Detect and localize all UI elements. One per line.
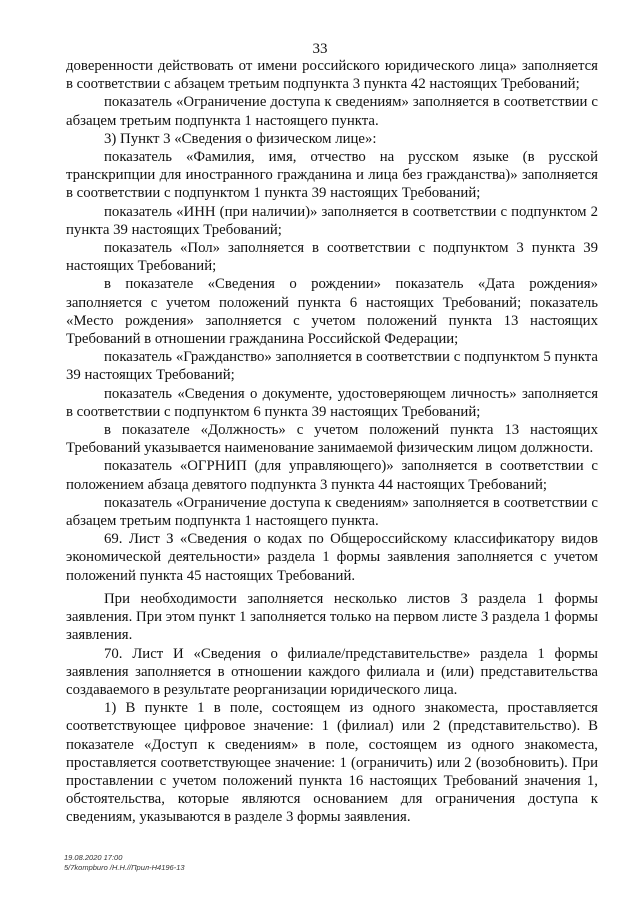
- document-body: [66, 57, 598, 827]
- paragraph: показатель «Ограничение доступа к сведениям» заполняется в соответствии с абзацем третьим подпункта 1 настоящего пункта.: [66, 94, 598, 129]
- document-footer: [64, 853, 185, 873]
- paragraph: в показателе «Сведения о рождении» показатель «Дата рождения» заполняется с учетом положений пункта 6 настоящих Требований; показатель «Место рождения» заполняется с учетом положений пункта 13 настоящих Требований в отношении гражданина Российской Федерации;: [66, 276, 598, 348]
- paragraph: показатель «Сведения о документе, удостоверяющем личность» заполняется в соответствии с подпунктом 6 пункта 39 настоящих Требований;: [66, 385, 598, 420]
- paragraph: 70. Лист И «Сведения о филиале/представительстве» раздела 1 формы заявления заполняется в отношении каждого филиала и (или) представительства создаваемого в результате реорганизации юридического лица.: [66, 645, 598, 698]
- paragraph: 69. Лист З «Сведения о кодах по Общероссийскому классификатору видов экономической деятельности» раздела 1 формы заявления заполняется с учетом положений пункта 45 настоящих Требований.: [66, 531, 598, 584]
- footer-timestamp: 19.08.2020 17:00: [64, 853, 123, 862]
- paragraph: доверенности действовать от имени российского юридического лица» заполняется в соответствии с абзацем третьим подпункта 3 пункта 42 настоящих Требований;: [66, 58, 598, 93]
- paragraph: показатель «Фамилия, имя, отчество на русском языке (в русской транскрипции для иностранного гражданина и лица без гражданства)» заполняется в соответствии с подпунктом 1 пункта 39 настоящих Требований;: [66, 149, 598, 202]
- paragraph: показатель «Пол» заполняется в соответствии с подпунктом 3 пункта 39 настоящих Требований;: [66, 240, 598, 275]
- paragraph: показатель «Ограничение доступа к сведениям» заполняется в соответствии с абзацем третьим подпункта 1 настоящего пункта.: [66, 494, 598, 530]
- paragraph: показатель «Гражданство» заполняется в соответствии с подпунктом 5 пункта 39 настоящих Требований;: [66, 349, 598, 384]
- paragraph: показатель «ИНН (при наличии)» заполняется в соответствии с подпунктом 2 пункта 39 настоящих Требований;: [66, 203, 598, 238]
- paragraph: показатель «ОГРНИП (для управляющего)» заполняется в соответствии с положением абзаца девятого подпункта 3 пункта 44 настоящих Требований;: [66, 458, 598, 493]
- paragraph: 1) В пункте 1 в поле, состоящем из одного знакоместа, проставляется соответствующее цифровое значение: 1 (филиал) или 2 (представительство). В показателе «Доступ к сведениям» в поле, состоящем из одного знакоместа, проставляется соответствующее значение: 1 (ограничить) или 2 (возобновить). При проставлении с учетом положений пункта 16 настоящих Требований значения 1, обстоятельства, которые являются основанием для ограничения доступа к сведениям, указываются в разделе 3 формы заявления.: [66, 700, 598, 826]
- page-number: 33: [312, 41, 328, 57]
- paragraph: 3) Пункт 3 «Сведения о физическом лице»:: [104, 130, 377, 147]
- paragraph: При необходимости заполняется несколько листов З раздела 1 формы заявления. При этом пункт 1 заполняется только на первом листе З раздела 1 формы заявления.: [66, 590, 598, 644]
- paragraph: в показателе «Должность» с учетом положений пункта 13 настоящих Требований указывается наименование занимаемой физическим лицом должности.: [66, 422, 598, 457]
- footer-file-path: 5/7kompburo /Н.Н.//Прил-Н4196-13: [64, 863, 185, 872]
